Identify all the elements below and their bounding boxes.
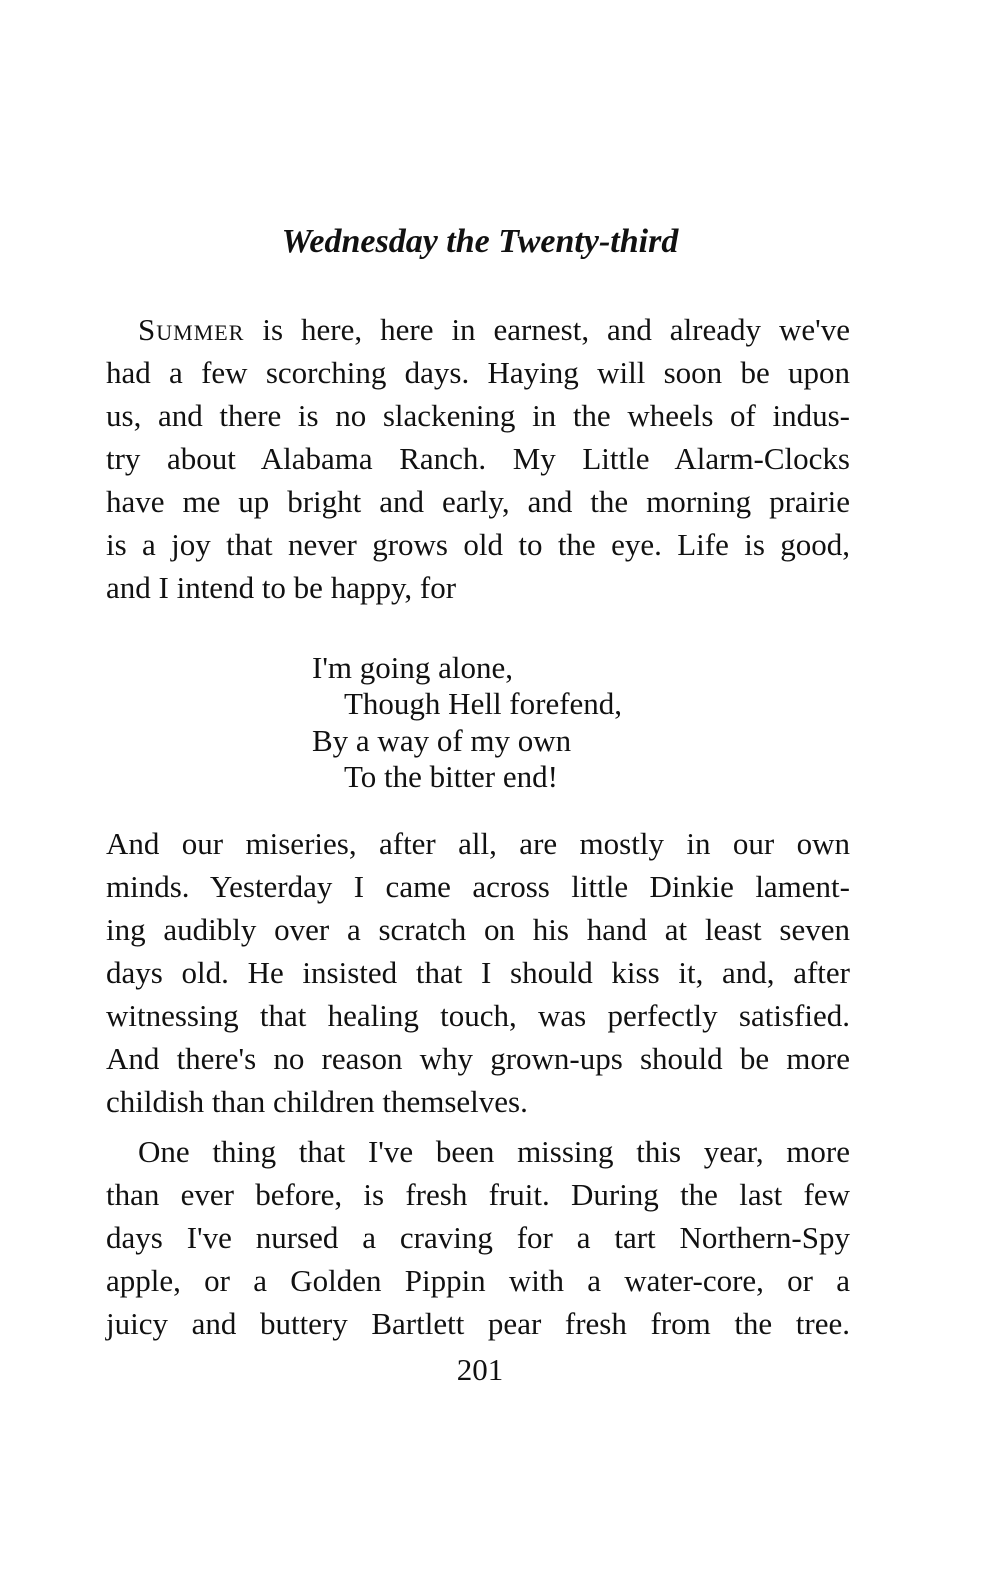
paragraph-2-line-5: witnessing that healing touch, was perfectly satisfied. — [106, 998, 850, 1033]
page-number: 201 — [456, 1352, 504, 1387]
verse-line-2: Though Hell forefend, — [344, 686, 623, 721]
paragraph-1-line-5: have me up bright and early, and the morning prairie — [106, 484, 850, 519]
paragraph-2-line-1: And our miseries, after all, are mostly in our own — [106, 826, 850, 861]
paragraph-2-line-7: childish than children themselves. — [106, 1084, 528, 1119]
paragraph-1-line-3: us, and there is no slackening in the wheels of indus- — [106, 398, 850, 433]
paragraph-2-line-2: minds. Yesterday I came across little Dinkie lament- — [106, 869, 850, 904]
verse-line-3: By a way of my own — [312, 723, 572, 758]
paragraph-3-line-1: One thing that I've been missing this year, more — [138, 1134, 850, 1169]
paragraph-1-line-7: and I intend to be happy, for — [106, 570, 457, 605]
paragraph-3-line-5: juicy and buttery Bartlett pear fresh from the tree. — [106, 1306, 850, 1341]
verse-line-4: To the bitter end! — [344, 759, 558, 794]
paragraph-2-line-4: days old. He insisted that I should kiss it, and, after — [106, 955, 850, 990]
paragraph-3-line-2: than ever before, is fresh fruit. During the last few — [106, 1177, 850, 1212]
paragraph-1-line-2: had a few scorching days. Haying will soon be upon — [106, 355, 850, 390]
paragraph-2-line-3: ing audibly over a scratch on his hand at least seven — [106, 912, 850, 947]
paragraph-1-line-1-text: is here, here in earnest, and already we've — [244, 312, 850, 347]
paragraph-1-line-4: try about Alabama Ranch. My Little Alarm-Clocks — [106, 441, 850, 476]
chapter-heading: Wednesday the Twenty-third — [281, 223, 679, 260]
paragraph-3-line-4: apple, or a Golden Pippin with a water-core, or a — [106, 1263, 850, 1298]
paragraph-1-line-1 — [138, 312, 850, 348]
paragraph-3-line-3: days I've nursed a craving for a tart Northern-Spy — [106, 1220, 850, 1255]
verse-line-1: I'm going alone, — [312, 650, 514, 685]
paragraph-2-line-6: And there's no reason why grown-ups should be more — [106, 1041, 850, 1076]
dropcap-word: Summer — [138, 312, 245, 347]
paragraph-1-line-6: is a joy that never grows old to the eye. Life is good, — [106, 527, 850, 562]
